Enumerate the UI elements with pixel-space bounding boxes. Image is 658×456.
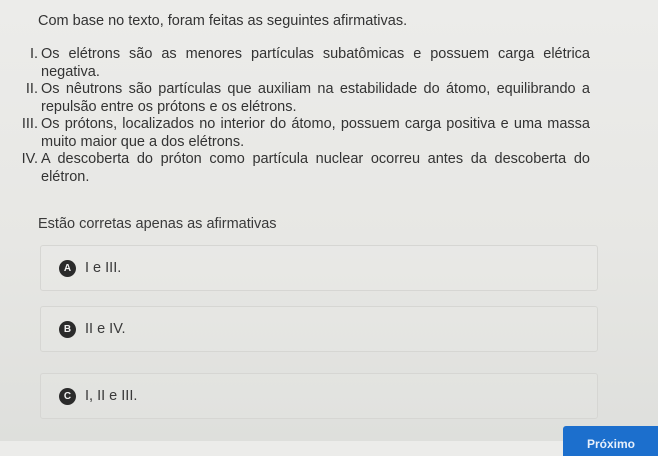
statement-number: IV.: [21, 151, 38, 167]
statement-2: [18, 81, 590, 116]
option-label: II e IV.: [85, 321, 126, 337]
question-prompt: Estão corretas apenas as afirmativas: [38, 216, 277, 232]
option-letter-badge: B: [59, 321, 76, 338]
option-letter-badge: C: [59, 388, 76, 405]
option-b[interactable]: [40, 306, 598, 352]
statement-1: [18, 46, 590, 81]
option-label: I e III.: [85, 260, 122, 276]
statement-text: A descoberta do próton como partícula nuclear ocorreu antes da descoberta do elétron.: [41, 151, 590, 185]
statement-list: [18, 46, 590, 186]
statement-text: Os prótons, localizados no interior do átomo, possuem carga positiva e uma massa muito maior que a dos elétrons.: [41, 116, 590, 150]
statement-text: Os nêutrons são partículas que auxiliam na estabilidade do átomo, equilibrando a repulsão entre os prótons e os elétrons.: [41, 81, 590, 115]
statement-number: III.: [21, 116, 38, 132]
statement-number: I.: [29, 46, 38, 62]
statement-number: II.: [25, 81, 38, 97]
statement-3: [18, 116, 590, 151]
option-label: I, II e III.: [85, 388, 138, 404]
statement-text: Os elétrons são as menores partículas subatômicas e possuem carga elétrica negativa.: [41, 46, 590, 80]
option-letter-badge: A: [59, 260, 76, 277]
statement-4: [18, 151, 590, 186]
option-c[interactable]: [40, 373, 598, 419]
next-button[interactable]: Próximo: [563, 426, 658, 456]
question-intro: Com base no texto, foram feitas as seguintes afirmativas.: [38, 13, 408, 29]
option-a[interactable]: [40, 245, 598, 291]
